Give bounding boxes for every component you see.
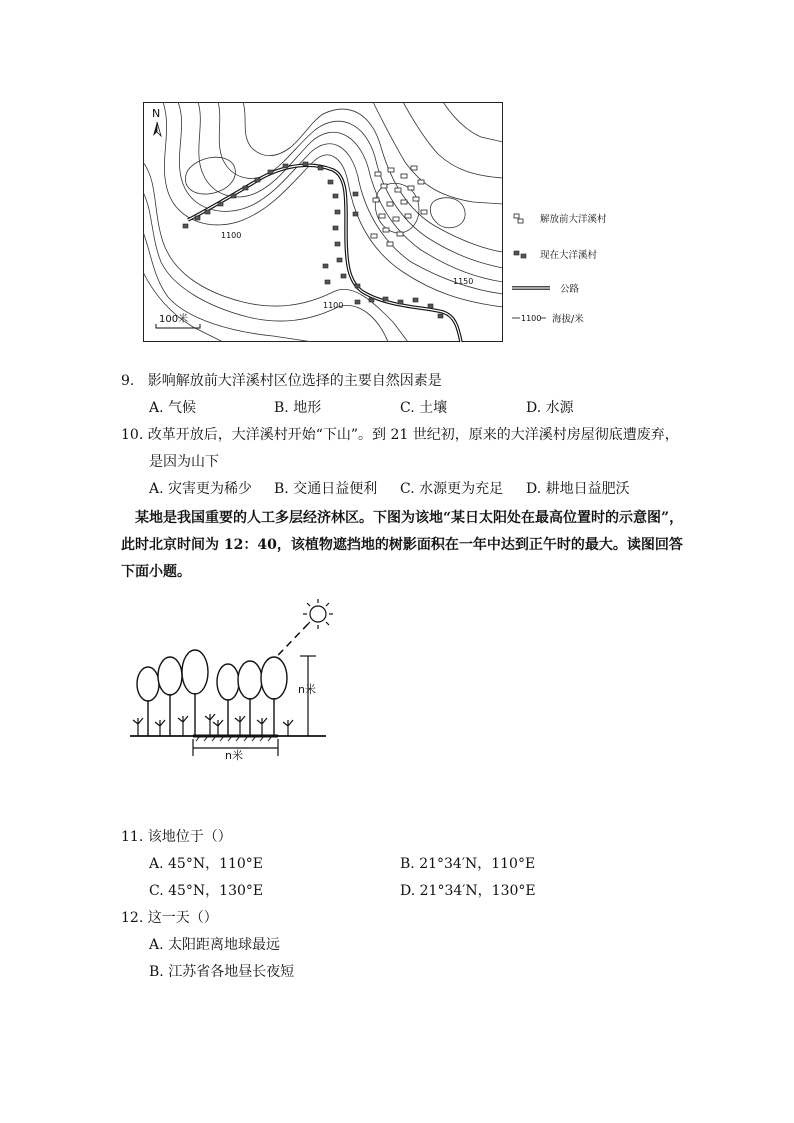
q10-option-a[interactable]: A. 灾害更为稀少 — [149, 481, 253, 497]
q12-option-b[interactable]: B. 江苏省各地昼长夜短 — [149, 964, 295, 980]
legend-label: 现在大洋溪村 — [540, 250, 598, 261]
shrubs — [133, 714, 293, 736]
question-9-stem: 9. 影响解放前大洋溪村区位选择的主要自然因素是 — [121, 373, 442, 389]
shadow-area — [193, 736, 278, 741]
q9-option-a[interactable]: A. 气候 — [149, 400, 197, 416]
q11-option-b[interactable]: B. 21°34′N，110°E — [400, 856, 536, 872]
question-11-stem: 11. 该地位于（） — [121, 829, 232, 845]
q9-option-c[interactable]: C. 土壤 — [400, 400, 448, 416]
q11-option-c[interactable]: C. 45°N，130°E — [149, 883, 264, 899]
contour-label: 1100 — [323, 301, 344, 310]
tree-shadow-figure — [128, 596, 338, 766]
topographic-map — [143, 102, 503, 342]
legend-current-village-icon — [514, 251, 526, 258]
legend-label: 公路 — [560, 284, 580, 295]
q10-option-c[interactable]: C. 水源更为充足 — [400, 481, 504, 497]
q9-option-d[interactable]: D. 水源 — [526, 400, 574, 416]
question-10-stem: 10. 改革开放后，大洋溪村开始“下山”。到 21 世纪初，原来的大洋溪村房屋彻底遭废弃， — [121, 427, 679, 443]
question-12-stem: 12. 这一天（） — [121, 910, 218, 926]
svg-text:100米: 100米 — [159, 314, 189, 325]
map-legend — [508, 208, 618, 328]
q9-option-b[interactable]: B. 地形 — [274, 400, 322, 416]
passage-line-2: 此时北京时间为 12：40，该植物遮挡地的树影面积在一年中达到正午时的最大。读图回答 — [121, 537, 683, 553]
q12-option-a[interactable]: A. 太阳距离地球最远 — [149, 937, 281, 953]
passage-line-1: 某地是我国重要的人工多层经济林区。下图为该地“某日太阳处在最高位置时的示意图”， — [135, 510, 684, 526]
q11-option-a[interactable]: A. 45°N，110°E — [149, 856, 264, 872]
contour-label: 1100 — [221, 231, 242, 240]
width-label: n米 — [225, 749, 243, 762]
legend-old-village-icon — [514, 214, 523, 223]
q10-option-b[interactable]: B. 交通日益便利 — [274, 481, 378, 497]
question-10-stem-cont: 是因为山下 — [149, 454, 219, 470]
legend-contour-value: 1100 — [521, 314, 542, 323]
q10-option-d[interactable]: D. 耕地日益肥沃 — [526, 481, 630, 497]
svg-text:N: N — [152, 107, 161, 120]
contour-label: 1150 — [453, 277, 474, 286]
passage-line-3: 下面小题。 — [121, 564, 191, 580]
q11-option-d[interactable]: D. 21°34′N，130°E — [400, 883, 536, 899]
legend-label: 海拔/米 — [552, 314, 584, 325]
height-dimension — [300, 656, 316, 736]
legend-label: 解放前大洋溪村 — [540, 214, 607, 225]
height-label: n米 — [298, 683, 316, 696]
